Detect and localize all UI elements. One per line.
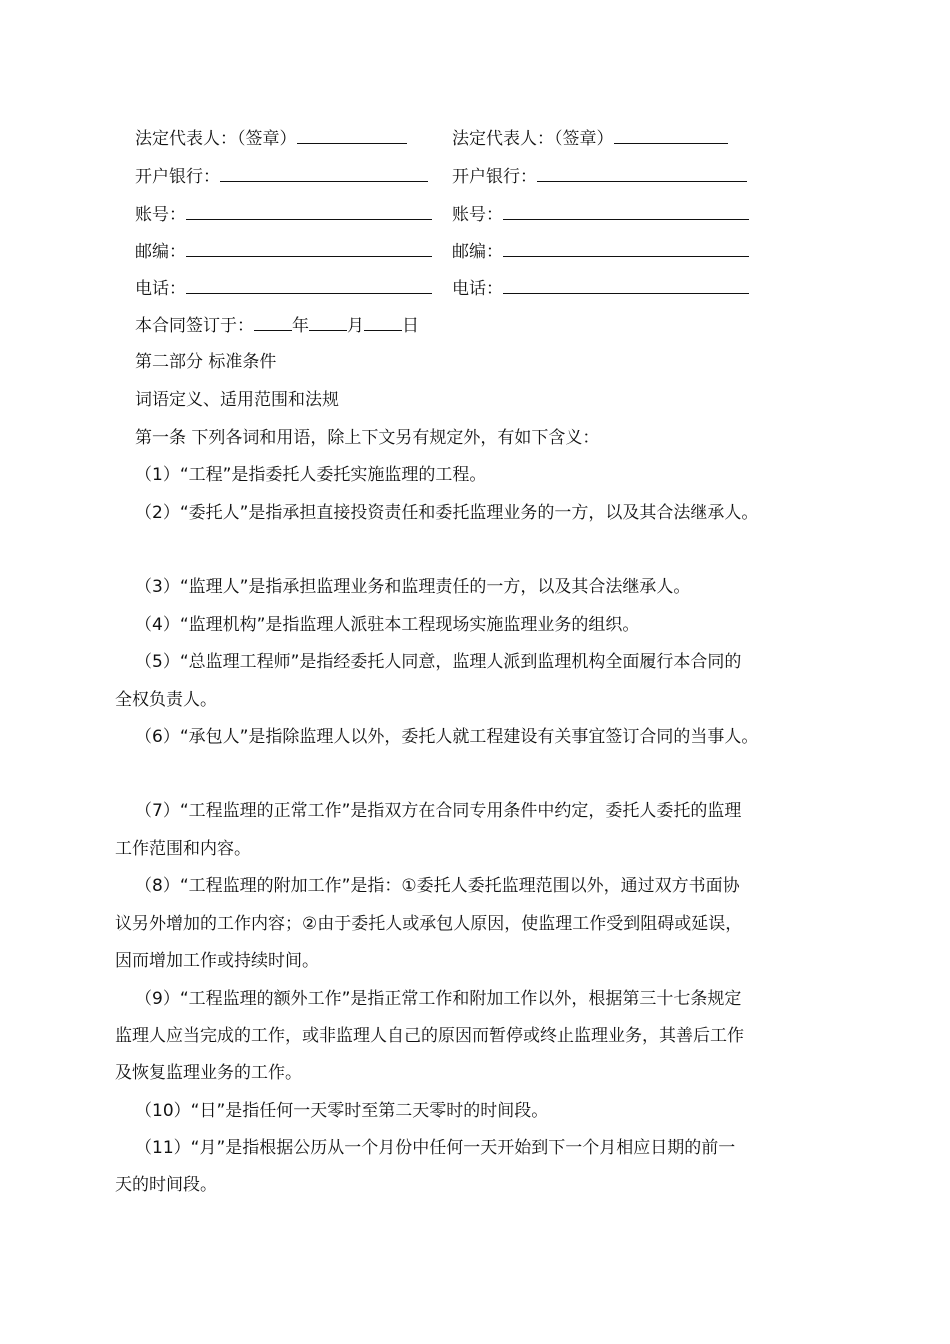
left-bank-blank — [220, 165, 428, 182]
signing-date-prefix: 本合同签订于： — [135, 316, 254, 336]
signing-date-line — [135, 314, 419, 337]
signing-day-blank — [364, 314, 402, 331]
right-bank-blank — [537, 165, 747, 182]
right-legal-rep-label: 法定代表人：（签章） — [452, 129, 614, 149]
right-account-label: 账号： — [452, 205, 503, 225]
left-bank-row — [135, 165, 428, 188]
left-phone-label: 电话： — [135, 279, 186, 299]
left-account-row — [135, 203, 432, 226]
definition-item-5-line-2: 全权负责人。 — [115, 690, 217, 710]
right-bank-label: 开户银行： — [452, 167, 537, 187]
definition-item-2: （2）“委托人”是指承担直接投资责任和委托监理业务的一方，以及其合法继承人。 — [135, 503, 759, 523]
right-postcode-blank — [503, 240, 749, 257]
part-title: 第二部分 标准条件 — [135, 352, 277, 372]
left-legal-rep-label: 法定代表人：（签章） — [135, 129, 297, 149]
signing-month-blank — [309, 314, 347, 331]
definition-item-11-line-2: 天的时间段。 — [115, 1175, 217, 1195]
article-1-heading: 第一条 下列各词和用语，除上下文另有规定外，有如下含义： — [135, 428, 600, 448]
right-legal-rep-blank — [614, 127, 728, 144]
definition-item-8-line-3: 因而增加工作或持续时间。 — [115, 951, 319, 971]
right-phone-row — [452, 277, 749, 300]
section-title: 词语定义、适用范围和法规 — [135, 390, 339, 410]
right-bank-row — [452, 165, 747, 188]
definition-item-7-line-1: （7）“工程监理的正常工作”是指双方在合同专用条件中约定，委托人委托的监理 — [135, 801, 742, 821]
right-legal-rep-row — [452, 127, 728, 150]
left-legal-rep-row — [135, 127, 407, 150]
definition-item-3: （3）“监理人”是指承担监理业务和监理责任的一方，以及其合法继承人。 — [135, 577, 691, 597]
definition-item-4: （4）“监理机构”是指监理人派驻本工程现场实施监理业务的组织。 — [135, 615, 640, 635]
definition-item-9-line-1: （9）“工程监理的额外工作”是指正常工作和附加工作以外，根据第三十七条规定 — [135, 989, 742, 1009]
right-account-row — [452, 203, 749, 226]
signing-day-label: 日 — [402, 316, 419, 336]
left-postcode-row — [135, 240, 432, 263]
definition-item-7-line-2: 工作范围和内容。 — [115, 839, 251, 859]
definition-item-9-line-2: 监理人应当完成的工作，或非监理人自己的原因而暂停或终止监理业务，其善后工作 — [115, 1026, 744, 1046]
signing-year-blank — [254, 314, 292, 331]
right-phone-label: 电话： — [452, 279, 503, 299]
definition-item-9-line-3: 及恢复监理业务的工作。 — [115, 1063, 302, 1083]
left-phone-blank — [186, 277, 432, 294]
left-postcode-label: 邮编： — [135, 242, 186, 262]
left-legal-rep-blank — [297, 127, 407, 144]
right-postcode-row — [452, 240, 749, 263]
left-account-label: 账号： — [135, 205, 186, 225]
left-postcode-blank — [186, 240, 432, 257]
definition-item-6: （6）“承包人”是指除监理人以外，委托人就工程建设有关事宜签订合同的当事人。 — [135, 727, 759, 747]
right-phone-blank — [503, 277, 749, 294]
left-phone-row — [135, 277, 432, 300]
left-bank-label: 开户银行： — [135, 167, 220, 187]
signing-year-label: 年 — [292, 316, 309, 336]
definition-item-5-line-1: （5）“总监理工程师”是指经委托人同意，监理人派到监理机构全面履行本合同的 — [135, 652, 742, 672]
right-postcode-label: 邮编： — [452, 242, 503, 262]
definition-item-10: （10）“日”是指任何一天零时至第二天零时的时间段。 — [135, 1101, 549, 1121]
definition-item-8-line-2: 议另外增加的工作内容；②由于委托人或承包人原因，使监理工作受到阻碍或延误， — [115, 914, 743, 934]
signing-month-label: 月 — [347, 316, 364, 336]
right-account-blank — [503, 203, 749, 220]
definition-item-1: （1）“工程”是指委托人委托实施监理的工程。 — [135, 465, 487, 485]
definition-item-8-line-1: （8）“工程监理的附加工作”是指：①委托人委托监理范围以外，通过双方书面协 — [135, 876, 740, 896]
definition-item-11-line-1: （11）“月”是指根据公历从一个月份中任何一天开始到下一个月相应日期的前一 — [135, 1138, 736, 1158]
left-account-blank — [186, 203, 432, 220]
